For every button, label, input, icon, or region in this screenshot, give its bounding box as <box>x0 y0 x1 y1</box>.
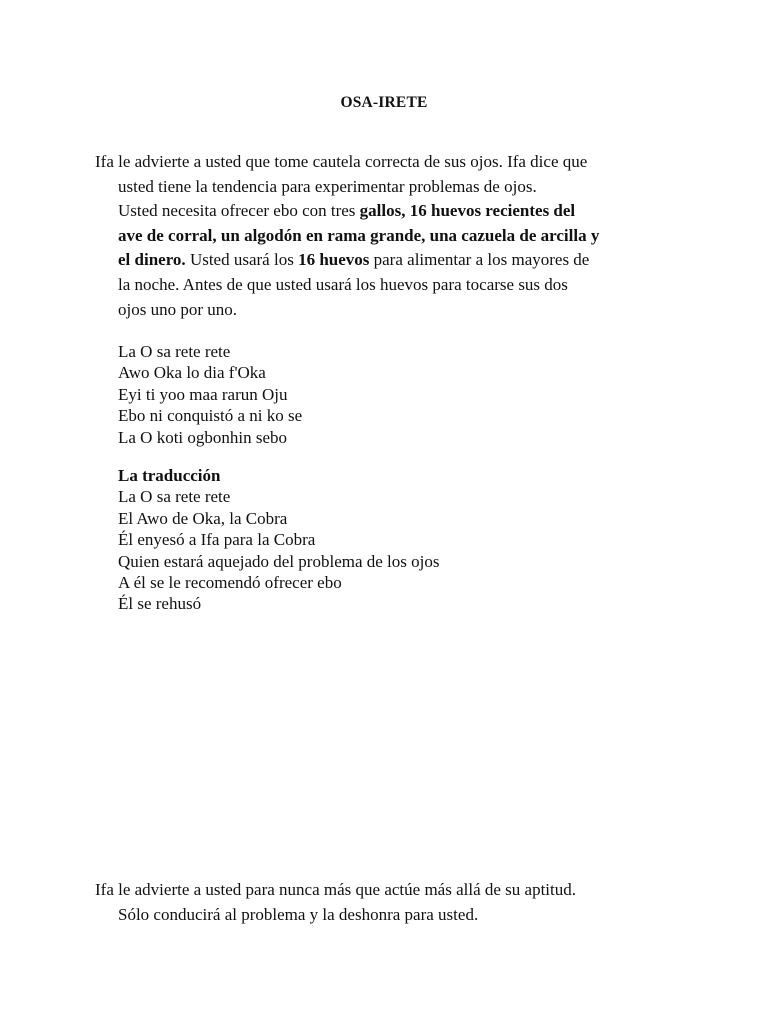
translation-line: A él se le recomendó ofrecer ebo <box>118 573 342 593</box>
translation-line: Quien estará aquejado del problema de los ojos <box>118 551 440 571</box>
translation-line: La O sa rete rete <box>118 487 231 507</box>
paragraph-line <box>95 248 655 273</box>
verse-line: Awo Oka lo dia f'Oka <box>118 363 266 383</box>
page-title: OSA-IRETE <box>340 94 428 111</box>
paragraph-advice-aptitude <box>95 878 655 927</box>
paragraph-line: Ifa le advierte a usted para nunca más que actúe más allá de su aptitud. <box>95 880 576 899</box>
paragraph-line: la noche. Antes de que usted usará los huevos para tocarse sus dos <box>118 274 568 294</box>
translation-heading: La traducción <box>118 466 221 485</box>
translation-block <box>118 465 618 615</box>
text-run: Usted usará los <box>185 250 299 270</box>
translation-line: Él enyesó a Ifa para la Cobra <box>118 530 316 550</box>
text-run: Usted necesita ofrecer ebo con tres <box>118 201 360 221</box>
bold-text-run: gallos, 16 huevos recientes del <box>359 201 576 221</box>
translation-line: El Awo de Oka, la Cobra <box>118 508 288 528</box>
bold-text-run: el dinero. <box>118 250 186 270</box>
bold-text-run: 16 huevos <box>298 250 370 270</box>
verse-line: Ebo ni conquistó a ni ko se <box>118 406 303 426</box>
text-run: para alimentar a los mayores de <box>369 250 590 270</box>
yoruba-verse <box>118 341 618 448</box>
verse-line: Eyi ti yoo maa rarun Oju <box>118 384 288 404</box>
paragraph-line: ave de corral, un algodón en rama grande, una cazuela de arcilla y <box>118 225 600 245</box>
translation-line: Él se rehusó <box>118 594 202 614</box>
verse-line: La O sa rete rete <box>118 342 231 361</box>
paragraph-advice-eyes <box>95 150 655 322</box>
paragraph-line: ojos uno por uno. <box>118 299 237 319</box>
paragraph-line: usted tiene la tendencia para experimentar problemas de ojos. <box>118 176 537 196</box>
paragraph-line <box>95 199 655 224</box>
verse-line: La O koti ogbonhin sebo <box>118 427 288 447</box>
paragraph-line: Sólo conducirá al problema y la deshonra para usted. <box>118 904 479 924</box>
paragraph-line: Ifa le advierte a usted que tome cautela correcta de sus ojos. Ifa dice que <box>95 152 588 171</box>
